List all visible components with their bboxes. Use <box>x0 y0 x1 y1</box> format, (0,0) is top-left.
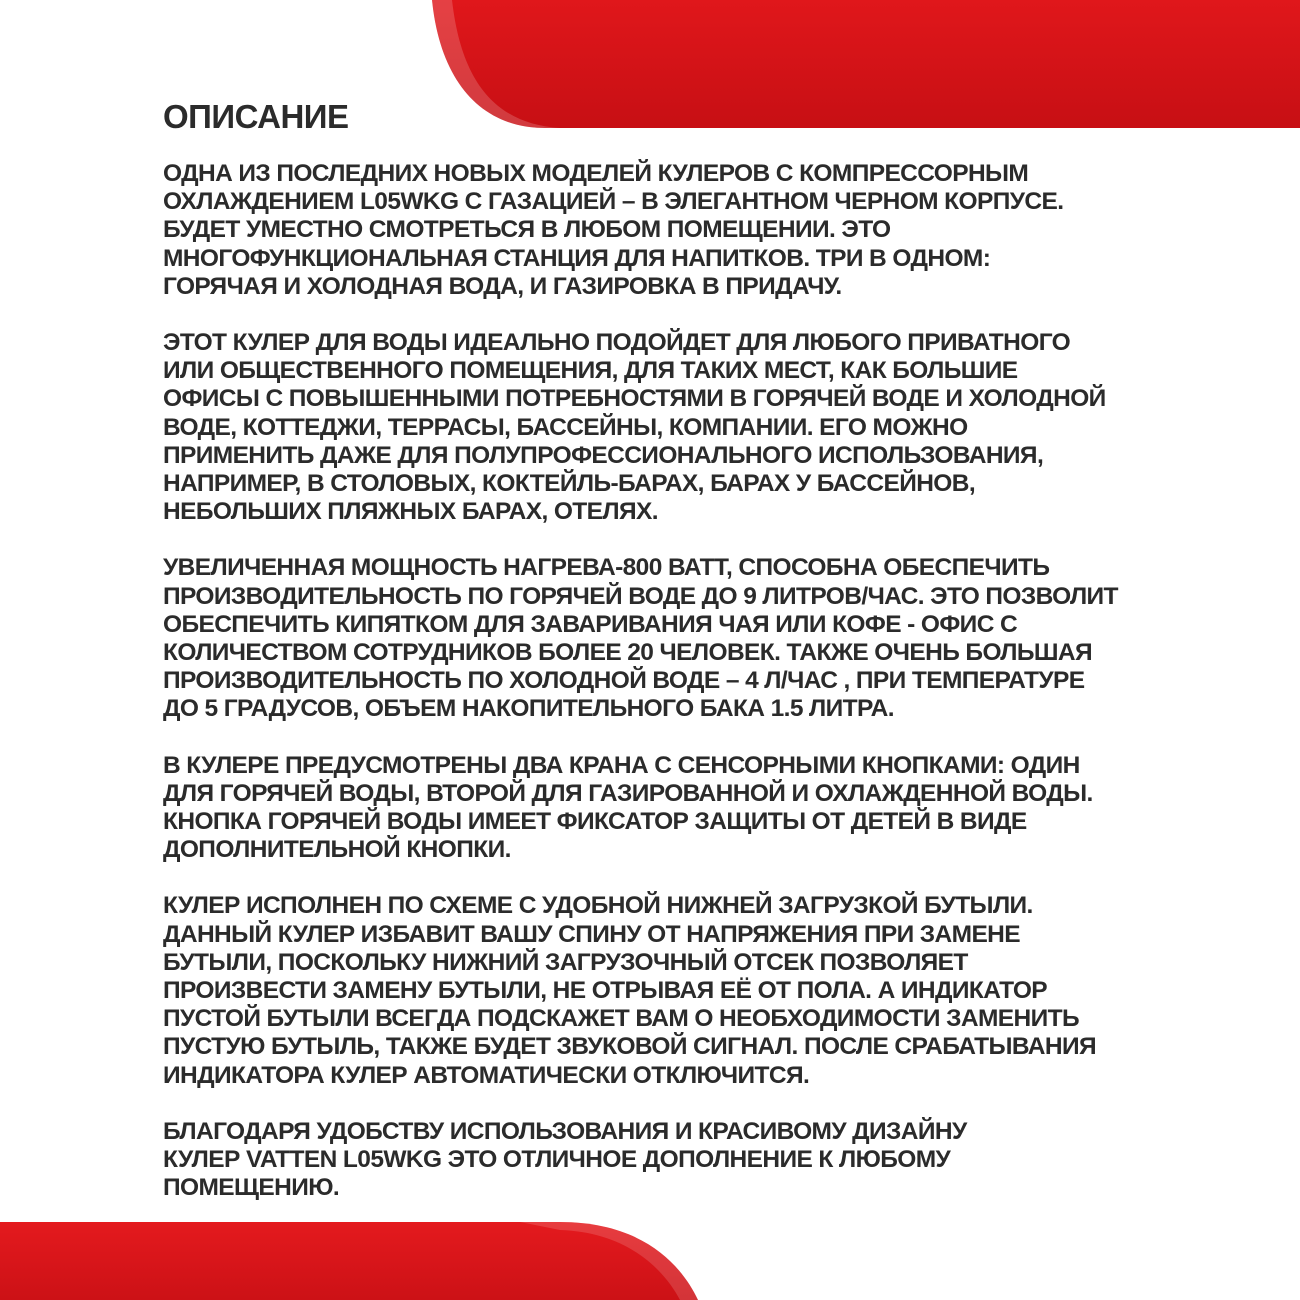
paragraph-taps: В КУЛЕРЕ ПРЕДУСМОТРЕНЫ ДВА КРАНА С СЕНСОРНЫМИ КНОПКАМИ: ОДИН ДЛЯ ГОРЯЧЕЙ ВОДЫ, ВТОРОЙ ДЛЯ ГАЗИРОВАННОЙ И ОХЛАЖДЕННОЙ ВОДЫ. КНОПКА ГОРЯЧЕЙ ВОДЫ ИМЕЕТ ФИКСАТОР ЗАЩИТЫ ОТ ДЕТЕЙ В ВИДЕ ДОПОЛНИТЕЛЬНОЙ КНОПКИ. <box>163 751 1093 864</box>
section-title: ОПИСАНИЕ <box>163 98 349 135</box>
paragraph-usage: ЭТОТ КУЛЕР ДЛЯ ВОДЫ ИДЕАЛЬНО ПОДОЙДЕТ ДЛЯ ЛЮБОГО ПРИВАТНОГО ИЛИ ОБЩЕСТВЕННОГО ПОМЕЩЕНИЯ, ДЛЯ ТАКИХ МЕСТ, КАК БОЛЬШИЕ ОФИСЫ С ПОВЫШЕННЫМИ ПОТРЕБНОСТЯМИ В ГОРЯЧЕЙ ВОДЕ И ХОЛОДНОЙ ВОДЕ, КОТТЕДЖИ, ТЕРРАСЫ, БАССЕЙНЫ, КОМПАНИИ. ЕГО МОЖНО ПРИМЕНИТЬ ДАЖЕ ДЛЯ ПОЛУПРОФЕССИОНАЛЬНОГО ИСПОЛЬЗОВАНИЯ, НАПРИМЕР, В СТОЛОВЫХ, КОКТЕЙЛЬ-БАРАХ, БАРАХ У БАССЕЙНОВ, НЕБОЛЬШИХ ПЛЯЖНЫХ БАРАХ, ОТЕЛЯХ. <box>163 329 1106 526</box>
paragraph-intro: ОДНА ИЗ ПОСЛЕДНИХ НОВЫХ МОДЕЛЕЙ КУЛЕРОВ С КОМПРЕССОРНЫМ ОХЛАЖДЕНИЕМ L05WKG С ГАЗАЦИЕЙ – В ЭЛЕГАНТНОМ ЧЕРНОМ КОРПУСЕ. БУДЕТ УМЕСТНО СМОТРЕТЬСЯ В ЛЮБОМ ПОМЕЩЕНИИ. ЭТО МНОГОФУНКЦИОНАЛЬНАЯ СТАНЦИЯ ДЛЯ НАПИТКОВ. ТРИ В ОДНОМ: ГОРЯЧАЯ И ХОЛОДНАЯ ВОДА, И ГАЗИРОВКА В ПРИДАЧУ. <box>163 160 1064 300</box>
paragraph-bottom-loading: КУЛЕР ИСПОЛНЕН ПО СХЕМЕ С УДОБНОЙ НИЖНЕЙ ЗАГРУЗКОЙ БУТЫЛИ. ДАННЫЙ КУЛЕР ИЗБАВИТ ВАШУ СПИНУ ОТ НАПРЯЖЕНИЯ ПРИ ЗАМЕНЕ БУТЫЛИ, ПОСКОЛЬКУ НИЖНИЙ ЗАГРУЗОЧНЫЙ ОТСЕК ПОЗВОЛЯЕТ ПРОИЗВЕСТИ ЗАМЕНУ БУТЫЛИ, НЕ ОТРЫВАЯ ЕЁ ОТ ПОЛА. А ИНДИКАТОР ПУСТОЙ БУТЫЛИ ВСЕГДА ПОДСКАЖЕТ ВАМ О НЕОБХОДИМОСТИ ЗАМЕНИТЬ ПУСТУЮ БУТЫЛЬ, ТАКЖЕ БУДЕТ ЗВУКОВОЙ СИГНАЛ. ПОСЛЕ СРАБАТЫВАНИЯ ИНДИКАТОРА КУЛЕР АВТОМАТИЧЕСКИ ОТКЛЮЧИТСЯ. <box>163 892 1096 1089</box>
paragraph-performance: УВЕЛИЧЕННАЯ МОЩНОСТЬ НАГРЕВА-800 ВАТТ, СПОСОБНА ОБЕСПЕЧИТЬ ПРОИЗВОДИТЕЛЬНОСТЬ ПО ГОРЯЧЕЙ ВОДЕ ДО 9 ЛИТРОВ/ЧАС. ЭТО ПОЗВОЛИТ ОБЕСПЕЧИТЬ КИПЯТКОМ ДЛЯ ЗАВАРИВАНИЯ ЧАЯ ИЛИ КОФЕ - ОФИС С КОЛИЧЕСТВОМ СОТРУДНИКОВ БОЛЕЕ 20 ЧЕЛОВЕК. ТАКЖЕ ОЧЕНЬ БОЛЬШАЯ ПРОИЗВОДИТЕЛЬНОСТЬ ПО ХОЛОДНОЙ ВОДЕ – 4 Л/ЧАС , ПРИ ТЕМПЕРАТУРЕ ДО 5 ГРАДУСОВ, ОБЪЕМ НАКОПИТЕЛЬНОГО БАКА 1.5 ЛИТРА. <box>163 554 1118 723</box>
description-block <box>163 98 1223 1231</box>
paragraph-conclusion: БЛАГОДАРЯ УДОБСТВУ ИСПОЛЬЗОВАНИЯ И КРАСИВОМУ ДИЗАЙНУ КУЛЕР VATTEN L05WKG ЭТО ОТЛИЧНОЕ ДОПОЛНЕНИЕ К ЛЮБОМУ ПОМЕЩЕНИЮ. <box>163 1117 967 1202</box>
